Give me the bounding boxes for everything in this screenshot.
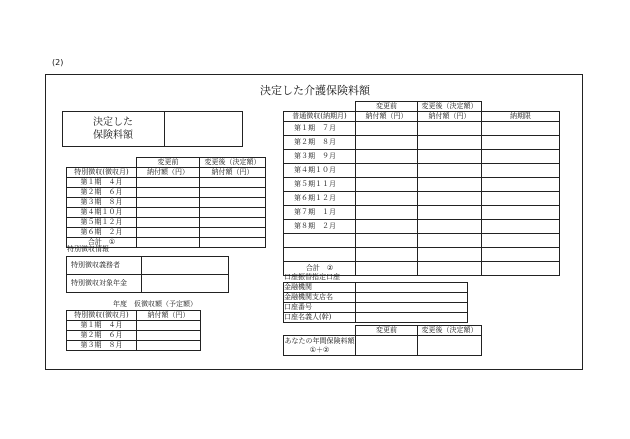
header-before: 変更前 <box>137 158 200 168</box>
table-row: 第２期 ６月 <box>67 331 201 341</box>
table-row: 金融機関支店名 <box>284 293 468 303</box>
table-row <box>284 234 560 248</box>
table-row: 第３期 ８月 <box>67 341 201 351</box>
table-row: 第８期 ２月 <box>284 220 560 234</box>
table-row: 特別徴収対象年金 <box>67 275 229 293</box>
special-info-title: 特別徴収情報 <box>67 245 109 253</box>
table-row: 金融機関 <box>284 283 468 293</box>
total-2-label: 合計 ② <box>284 262 356 276</box>
table-row: 第７期 １月 <box>284 206 560 220</box>
table-row: 第３期 ８月 <box>67 198 266 208</box>
table-row: 第１期 ７月 <box>284 122 560 136</box>
annual-premium-label: あなたの年間保険料額 ①＋② <box>284 336 355 354</box>
table-row: 第２期 ６月 <box>67 188 266 198</box>
table-row: 第６期 ２月 <box>67 228 266 238</box>
special-info-table <box>66 256 229 293</box>
table-row: 口座番号 <box>284 303 468 313</box>
table-row: 第５期１２月 <box>67 218 266 228</box>
provisional-table: 特別徴収(徴収月) 納付額（円） 第１期 ４月 第２期 ６月 第３期 ８月 <box>66 310 201 351</box>
table-row: 第１期 ４月 <box>67 321 201 331</box>
table-row: 口座名義人(幹) <box>284 313 468 323</box>
table-row: 第１期 ４月 <box>67 178 266 188</box>
header-amount-after: 納付額（円） <box>200 168 266 178</box>
decided-premium-label: 決定した 保険料額 <box>63 112 165 147</box>
total-1-label: 合計 ① <box>67 238 137 248</box>
section-marker: (2) <box>52 58 64 67</box>
decided-premium-value <box>165 112 243 147</box>
bank-account-table <box>283 282 468 323</box>
table-row: 第２期 ８月 <box>284 136 560 150</box>
table-row: 第３期 ９月 <box>284 150 560 164</box>
table-row: 第４期１０月 <box>284 164 560 178</box>
ordinary-collection-table: 変更前 変更後（決定額） 普通徴収(納期月) 納付額（円） 納付額（円） 納期限 第１期 ７月 第２期 ８月 第３期 ９月 第４期１０月 第５期１１月 第６期１２月 第７期 １月 第８期 ２月 合計 ② <box>283 101 560 276</box>
header-amount-before: 納付額（円） <box>137 168 200 178</box>
table-row: 第６期１２月 <box>284 192 560 206</box>
decided-premium-box <box>62 111 243 147</box>
page-title: 決定した介護保険料額 <box>260 84 370 97</box>
special-collection-table <box>66 157 266 248</box>
table-row: 特別徴収義務者 <box>67 257 229 275</box>
bank-title: 口座振替指定口座 <box>284 273 340 281</box>
annual-premium-table: 変更前 変更後（決定額） あなたの年間保険料額 ①＋② <box>283 325 482 356</box>
table-row: 第５期１１月 <box>284 178 560 192</box>
header-collection-month: 特別徴収(徴収月) <box>67 168 137 178</box>
header-after: 変更後（決定額） <box>200 158 266 168</box>
provisional-title: 年度 仮徴収額（予定額） <box>113 300 197 308</box>
table-row <box>284 248 560 262</box>
table-row: 第４期１０月 <box>67 208 266 218</box>
